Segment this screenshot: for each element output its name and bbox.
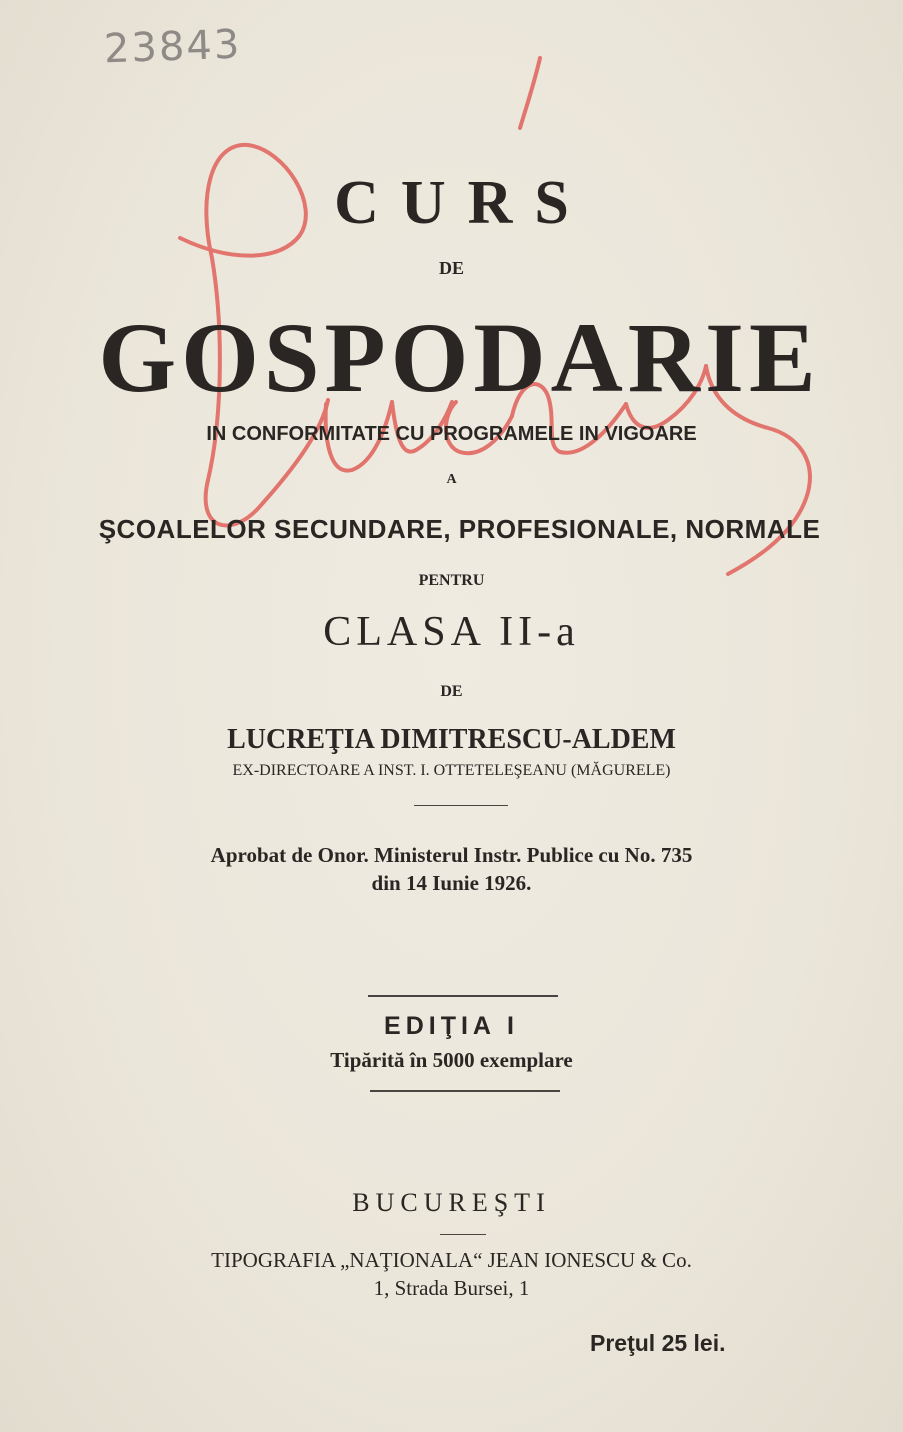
edition-rule-top [368, 995, 558, 997]
schools-line: ŞCOALELOR SECUNDARE, PROFESIONALE, NORMALE [98, 514, 821, 544]
handwritten-inventory-number: 23843 [103, 21, 243, 73]
city: BUCUREŞTI [352, 1188, 551, 1217]
approval-line-1: Aprobat de Onor. Ministerul Instr. Publice cu No. 735 [210, 843, 693, 867]
title-subject: GOSPODARIE [98, 302, 821, 413]
printer: TIPOGRAFIA „NAŢIONALA“ JEAN IONESCU & Co. [211, 1248, 692, 1272]
print-run: Tipărită în 5000 exemplare [330, 1048, 573, 1072]
price: Preţul 25 lei. [590, 1330, 726, 1356]
class-name: CLASA II-a [323, 609, 580, 655]
printer-address: 1, Strada Bursei, 1 [373, 1276, 530, 1300]
city-rule [440, 1234, 486, 1235]
edition-rule-bottom [370, 1090, 560, 1092]
author-title: EX-DIRECTOARE A INST. I. OTTETELEŞEANU (MĂGURELE) [232, 762, 671, 779]
edition: EDIŢIA I [384, 1012, 519, 1040]
word-pentru: PENTRU [418, 572, 485, 589]
word-a: A [446, 472, 457, 487]
word-de-author: DE [440, 683, 463, 700]
approval-line-2: din 14 Iunie 1926. [371, 871, 532, 895]
author-name: LUCREŢIA DIMITRESCU-ALDEM [227, 724, 676, 755]
divider-rule [414, 805, 508, 806]
conformity-line: IN CONFORMITATE CU PROGRAMELE IN VIGOARE [206, 423, 697, 445]
title-curs: CURS [334, 169, 591, 237]
word-de: DE [438, 258, 464, 278]
